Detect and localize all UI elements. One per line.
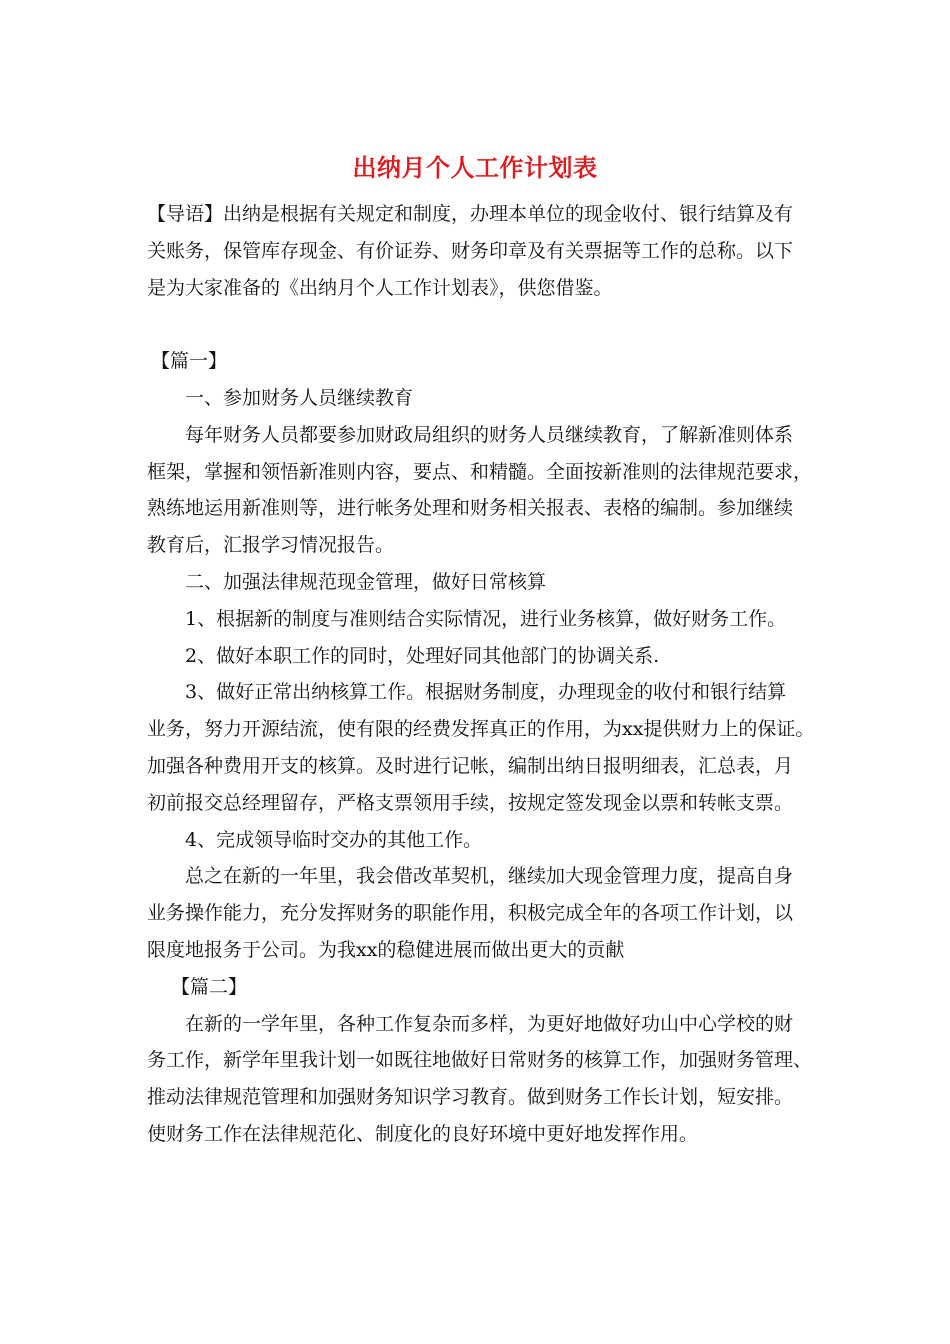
document-title: 出纳月个人工作计划表: [352, 153, 598, 182]
paragraph-line: 使财务工作在法律规范化、制度化的良好环境中更好地发挥作用。: [147, 1122, 699, 1145]
paragraph-line: 熟练地运用新准则等，进行帐务处理和财务相关报表、表格的编制。参加继续: [147, 497, 794, 520]
paragraph-line: 务工作，新学年里我计划一如既往地做好日常财务的核算工作，加强财务管理、: [147, 1049, 813, 1072]
paragraph-line: 3、做好正常出纳核算工作。根据财务制度，办理现金的收付和银行结算: [185, 681, 787, 704]
section1-heading: 【篇一】: [151, 350, 228, 373]
paragraph-line: 教育后，汇报学习情况报告。: [147, 534, 395, 557]
paragraph-line: 限度地报务于公司。为我xx的稳健进展而做出更大的贡献: [147, 938, 625, 961]
intro-line: 是为大家准备的《出纳月个人工作计划表》，供您借鉴。: [147, 276, 613, 299]
section2-heading: 【篇二】: [171, 975, 248, 998]
paragraph-line: 业务，努力开源结流，使有限的经费发挥真正的作用，为xx提供财力上的保证。: [147, 718, 815, 741]
paragraph-line: 4、完成领导临时交办的其他工作。: [185, 828, 483, 851]
paragraph-line: 一、参加财务人员继续教育: [185, 386, 414, 409]
paragraph-line: 总之在新的一年里，我会借改革契机，继续加大现金管理力度，提高自身: [185, 865, 794, 888]
paragraph-line: 加强各种费用开支的核算。及时进行记帐，编制出纳日报明细表，汇总表，月: [147, 754, 794, 777]
paragraph-line: 在新的一学年里，各种工作复杂而多样，为更好地做好功山中心学校的财: [185, 1012, 794, 1035]
spacer: [147, 306, 827, 343]
paragraph-line: 业务操作能力，充分发挥财务的职能作用，积极完成全年的各项工作计划，以: [147, 902, 794, 925]
paragraph-line: 初前报交总经理留存，严格支票领用手续，按规定签发现金以票和转帐支票。: [147, 791, 794, 814]
intro-line: 关账务，保管库存现金、有价证券、财务印章及有关票据等工作的总称。以下: [147, 239, 794, 262]
document-body: [147, 196, 827, 1153]
paragraph-line: 每年财务人员都要参加财政局组织的财务人员继续教育，了解新准则体系: [185, 423, 794, 446]
paragraph-line: 二、加强法律规范现金管理，做好日常核算: [185, 570, 547, 593]
paragraph-line: 框架，掌握和领悟新准则内容，要点、和精髓。全面按新准则的法律规范要求，: [147, 460, 813, 483]
paragraph-line: 1、根据新的制度与准则结合实际情况，进行业务核算，做好财务工作。: [185, 607, 787, 630]
paragraph-line: 2、做好本职工作的同时，处理好同其他部门的协调关系.: [185, 644, 660, 667]
paragraph-line: 推动法律规范管理和加强财务知识学习教育。做到财务工作长计划，短安排。: [147, 1086, 794, 1109]
intro-line: 【导语】出纳是根据有关规定和制度，办理本单位的现金收付、银行结算及有: [147, 203, 794, 225]
